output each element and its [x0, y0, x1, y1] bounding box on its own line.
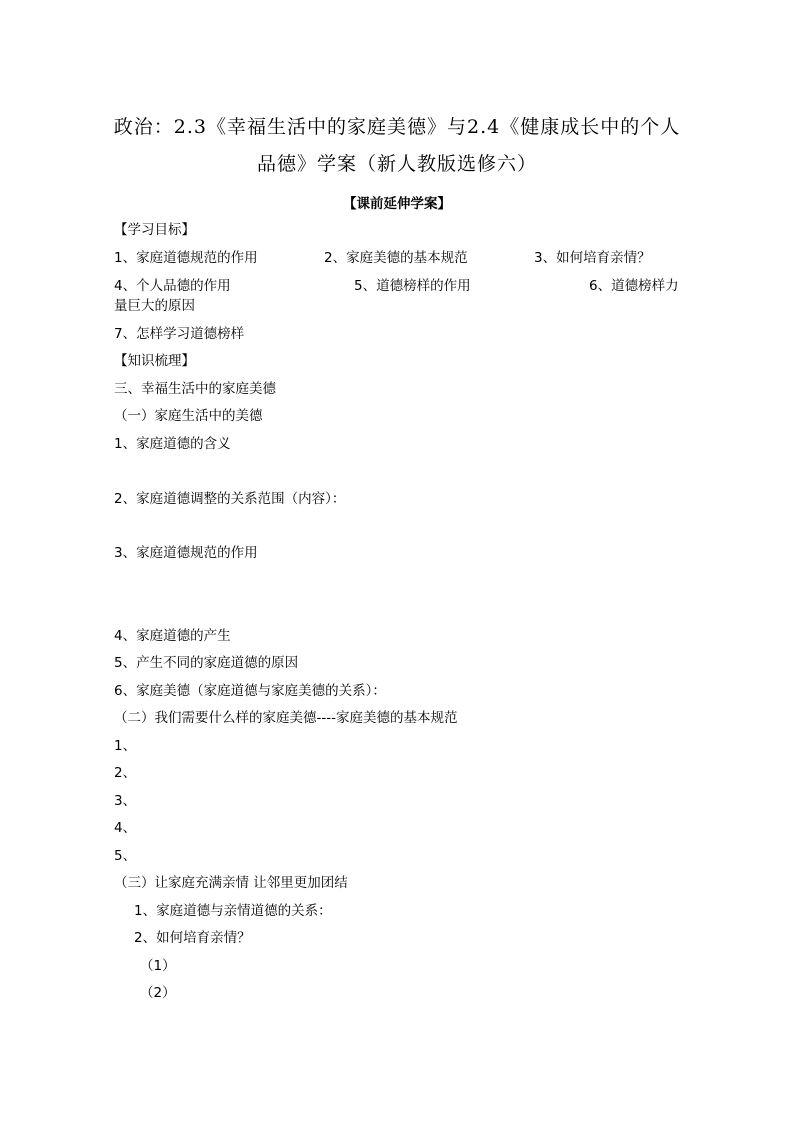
blank-item-4: 4、 [114, 820, 137, 836]
section-three-title: 三、幸福生活中的家庭美德 [114, 381, 276, 397]
question-3-1: 1、家庭道德与亲情道德的关系： [134, 903, 332, 919]
goal-item-7: 7、怎样学习道德榜样 [114, 326, 245, 342]
knowledge-heading: 【知识梳理】 [114, 353, 195, 369]
document-title-line-2: 品德》学案（新人教版选修六） [256, 153, 537, 175]
blank-item-1: 1、 [114, 738, 137, 754]
question-1-6: 6、家庭美德（家庭道德与家庭美德的关系）： [114, 683, 386, 699]
goal-item-5: 5、道德榜样的作用 [354, 278, 471, 294]
blank-item-3: 3、 [114, 793, 137, 809]
goal-item-6: 6、道德榜样力 [589, 278, 679, 294]
goal-item-3: 3、如何培育亲情？ [534, 250, 651, 266]
part-one-title: （一）家庭生活中的美德 [114, 408, 263, 424]
question-1-3: 3、家庭道德规范的作用 [114, 545, 258, 561]
question-1-1: 1、家庭道德的含义 [114, 436, 231, 452]
blank-item-2: 2、 [114, 765, 137, 781]
goal-item-2: 2、家庭美德的基本规范 [324, 250, 468, 266]
question-1-5: 5、产生不同的家庭道德的原因 [114, 655, 299, 671]
question-1-4: 4、家庭道德的产生 [114, 628, 231, 644]
sub-item-1: （1） [140, 958, 176, 974]
question-3-2: 2、如何培育亲情？ [134, 930, 251, 946]
blank-item-5: 5、 [114, 848, 137, 864]
document-title-line-1: 政治：2.3《幸福生活中的家庭美德》与2.4《健康成长中的个人 [113, 116, 681, 138]
part-three-title: （三）让家庭充满亲情 让邻里更加团结 [114, 875, 348, 891]
sub-item-2: （2） [140, 985, 176, 1001]
part-two-title: （二）我们需要什么样的家庭美德----家庭美德的基本规范 [114, 710, 458, 726]
section-subheading: 【课前延伸学案】 [343, 196, 451, 212]
goals-heading: 【学习目标】 [114, 222, 195, 238]
goal-item-1: 1、家庭道德规范的作用 [114, 250, 258, 266]
goal-item-4: 4、个人品德的作用 [114, 278, 231, 294]
goal-item-6-continued: 量巨大的原因 [114, 298, 195, 314]
question-1-2: 2、家庭道德调整的关系范围（内容）： [114, 491, 346, 507]
